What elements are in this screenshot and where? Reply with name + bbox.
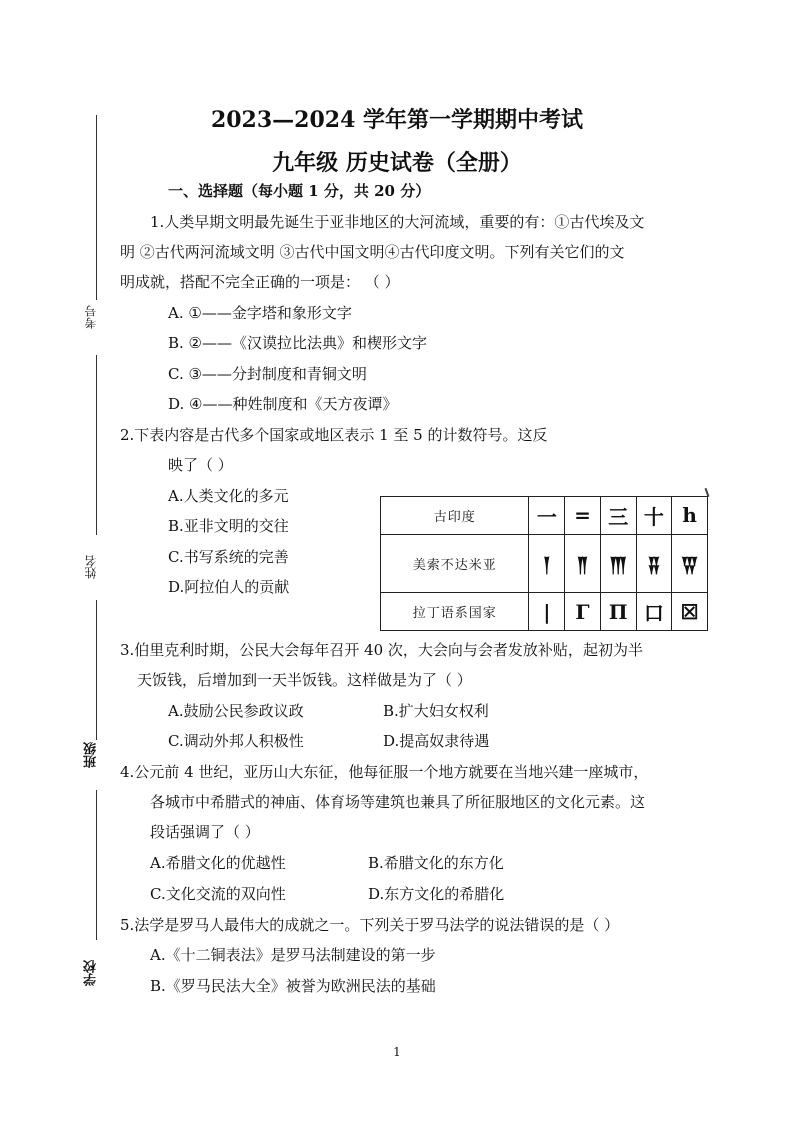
q3-option-c: C.调动外邦人积极性 xyxy=(168,732,304,750)
name-label: 姓名 xyxy=(84,555,98,579)
q2-option-b: B.亚非文明的交往 xyxy=(168,517,289,535)
school-label: 学校 xyxy=(84,960,99,986)
page-number: 1 xyxy=(393,1045,401,1059)
symbol-cell: 十 xyxy=(636,497,672,535)
section-heading: 一、选择题（每小题 1 分，共 20 分） xyxy=(168,182,431,200)
table-row xyxy=(381,534,708,593)
symbol-cell: 𒐉 xyxy=(636,534,672,593)
symbol-cell: = xyxy=(565,497,601,535)
q4-line-3: 段话强调了（ ） xyxy=(150,823,260,841)
q5-option-a: A.《十二铜表法》是罗马法制建设的第一步 xyxy=(150,946,436,964)
q1-option-c: C. ③——分封制度和青铜文明 xyxy=(168,365,367,383)
q4-option-b: B.希腊文化的东方化 xyxy=(368,854,504,872)
row-label-mesopotamia: 美索不达米亚 xyxy=(381,534,529,593)
q4-line-1: 4.公元前 4 世纪，亚历山大东征，他每征服一个地方就要在当地兴建一座城市， xyxy=(120,763,649,781)
row-label-latin-countries: 拉丁语系国家 xyxy=(381,593,529,631)
q2-line-2: 映了（ ） xyxy=(168,456,233,474)
q4-option-a: A.希腊文化的优越性 xyxy=(150,854,286,872)
symbol-cell: Π xyxy=(600,593,636,631)
q1-option-b: B. ②——《汉谟拉比法典》和楔形文字 xyxy=(168,334,428,352)
symbol-cell: | xyxy=(529,593,565,631)
q1-line-3: 明成就，搭配不完全正确的一项是： （ ） xyxy=(120,273,400,291)
q4-option-d: D.东方文化的希腊化 xyxy=(368,885,505,903)
q3-option-d: D.提高奴隶待遇 xyxy=(383,732,490,750)
q4-line-2: 各城市中希腊式的神庙、体育场等建筑也兼具了所征服地区的文化元素。这 xyxy=(150,793,646,811)
symbol-cell: 𒁹 xyxy=(529,534,565,593)
symbol-cell: 三 xyxy=(600,497,636,535)
q1-option-d: D. ④——种姓制度和《天方夜谭》 xyxy=(168,395,398,413)
q5-option-b: B.《罗马民法大全》被誉为欧洲民法的基础 xyxy=(150,977,436,995)
margin-rule-1 xyxy=(96,115,97,300)
margin-rule-3 xyxy=(96,600,97,740)
symbol-cell: 𒈫 xyxy=(565,534,601,593)
exam-number-label: 考号 xyxy=(84,305,98,329)
q4-option-c: C.文化交流的双向性 xyxy=(150,885,286,903)
row-label-ancient-india: 古印度 xyxy=(381,497,529,535)
q3-line-2: 天饭钱，后增加到一天半饭钱。这样做是为了（ ） xyxy=(137,671,472,689)
q3-line-1: 3.伯里克利时期，公民大会每年召开 40 次，大会向与会者发放补贴，起初为半 xyxy=(120,641,643,659)
exam-subtitle: 九年级 历史试卷（全册） xyxy=(272,150,522,176)
symbol-cell: 𒐊 xyxy=(672,534,708,593)
q5-line-1: 5.法学是罗马人最伟大的成就之一。下列关于罗马法学的说法错误的是（ ） xyxy=(120,916,620,934)
q1-line-2: 明 ②古代两河流域文明 ③古代中国文明④古代印度文明。下列有关它们的文 xyxy=(120,243,625,261)
symbol-cell: h xyxy=(672,497,708,535)
q2-option-c: C.书写系统的完善 xyxy=(168,548,289,566)
q3-option-b: B.扩大妇女权利 xyxy=(383,702,489,720)
q2-line-1: 2.下表内容是古代多个国家或地区表示 1 至 5 的计数符号。这反 xyxy=(120,426,548,444)
table-row xyxy=(381,593,708,631)
table-row xyxy=(381,497,708,535)
counting-symbols-table xyxy=(380,496,708,631)
q2-option-d: D.阿拉伯人的贡献 xyxy=(168,578,290,596)
symbol-cell: 口 xyxy=(636,593,672,631)
symbol-cell: Γ xyxy=(565,593,601,631)
symbol-cell: 𒐈 xyxy=(600,534,636,593)
q3-option-a: A.鼓励公民参政议政 xyxy=(168,702,304,720)
margin-rule-2 xyxy=(96,355,97,535)
q2-option-a: A.人类文化的多元 xyxy=(168,487,289,505)
q1-line-1: 1.人类早期文明最先诞生于亚非地区的大河流域，重要的有：①古代埃及文 xyxy=(150,213,645,231)
exam-title: 2023—2024 学年第一学期期中考试 xyxy=(210,107,584,133)
symbol-cell: 一 xyxy=(529,497,565,535)
q1-option-a: A. ①——金字塔和象形文字 xyxy=(168,304,352,322)
margin-rule-4 xyxy=(96,790,97,940)
symbol-cell: ☒ xyxy=(672,593,708,631)
class-label: 班级 xyxy=(84,742,99,768)
